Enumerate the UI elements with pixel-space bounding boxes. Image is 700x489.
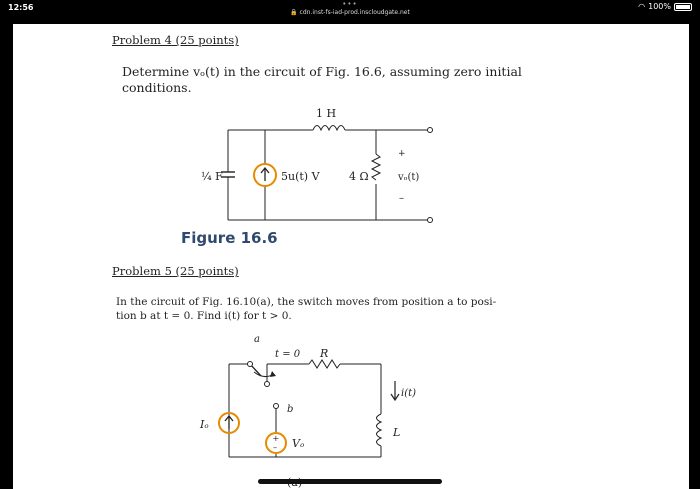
inductor-coil-1h [313, 126, 345, 131]
voltage-source-label: Vₒ [292, 437, 305, 450]
resistor-label: 4 Ω [349, 170, 369, 183]
source-label: 5u(t) V [281, 170, 320, 183]
figure-16-10a-circuit [13, 324, 689, 489]
figure-16-6-caption: Figure 16.6 [181, 229, 278, 247]
problem4-text-line1: Determine vₒ(t) in the circuit of Fig. 16.6, assuming zero initial [122, 64, 522, 79]
problem4-heading: Problem 4 (25 points) [112, 33, 239, 47]
figure-16-6-circuit [13, 102, 689, 322]
problem5-text-line1: In the circuit of Fig. 16.10(a), the switch moves from position a to posi- [116, 296, 497, 308]
vo-minus: – [273, 443, 277, 452]
output-minus: – [399, 193, 404, 204]
inductor-l-label: L [393, 426, 401, 439]
switch-pivot [265, 382, 270, 387]
url-text: cdn.inst-fs-iad-prod.inscloudgate.net [299, 9, 410, 16]
address-url[interactable] [0, 9, 700, 16]
switch-pos-b [274, 404, 279, 409]
wifi-icon: ◠ [638, 2, 646, 11]
problem5-heading: Problem 5 (25 points) [112, 264, 239, 278]
resistor-r [309, 360, 340, 368]
problem5-text-line2: tion b at t = 0. Find i(t) for t > 0. [116, 310, 292, 322]
output-plus: + [398, 149, 406, 159]
current-arrow-icon [391, 381, 399, 400]
status-time: 12:56 [8, 3, 34, 12]
current-label: i(t) [401, 388, 417, 399]
document-page [13, 24, 689, 489]
lock-icon: 🔒 [290, 9, 300, 16]
home-indicator[interactable] [258, 479, 442, 484]
output-label: vₒ(t) [398, 172, 420, 183]
resistor-4ohm [372, 154, 380, 180]
capacitor-label: ¼ F [201, 170, 223, 183]
output-terminal-top [428, 128, 433, 133]
switch-pos-a [248, 362, 253, 367]
pos-b-label: b [287, 404, 294, 415]
current-source-arrow-icon [225, 416, 233, 429]
inductor-label: 1 H [316, 107, 337, 120]
status-right [638, 2, 692, 11]
output-terminal-bottom [428, 218, 433, 223]
switch-time-label: t = 0 [275, 349, 301, 360]
problem4-text-line2: conditions. [122, 80, 192, 95]
battery-icon [674, 3, 692, 11]
switch-arrow-icon [270, 371, 276, 377]
inductor-l [377, 414, 382, 446]
pos-a-label: a [254, 334, 260, 345]
vo-plus: + [272, 434, 280, 443]
resistor-r-label: R [320, 347, 329, 360]
tab-dots-icon[interactable]: ••• [342, 0, 358, 8]
status-bar [0, 0, 700, 14]
current-source-label: Iₒ [200, 418, 209, 431]
source-arrow-icon [261, 168, 269, 181]
battery-percent: 100% [648, 2, 671, 11]
